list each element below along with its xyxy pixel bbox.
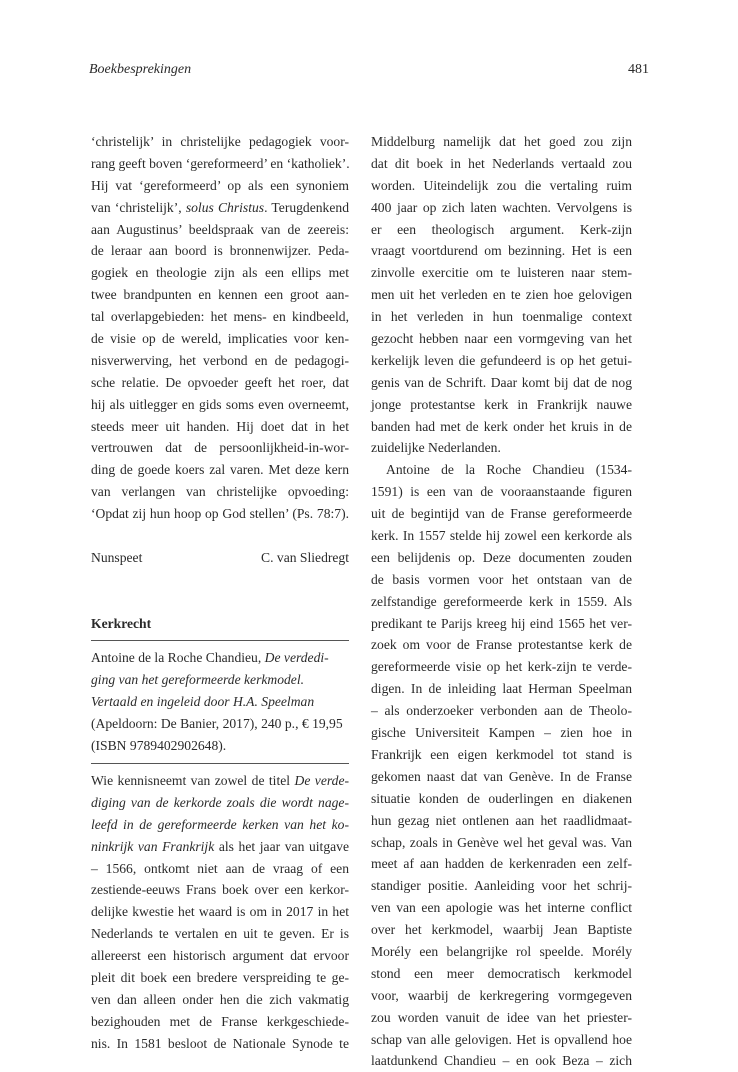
text-line: meet af aan hadden de kerkenraden een zelf- [371, 856, 632, 872]
text-fragment: van ‘christelijk’, [91, 199, 186, 215]
review-ending [91, 131, 349, 525]
text-line: digen. In de inleiding laat Herman Speelman [371, 681, 632, 697]
book-translator: Vertaald en ingeleid door H.A. Speelman [91, 694, 315, 710]
text-line: predikant te Parijs kreeg hij eind 1565 het ver- [371, 615, 632, 631]
text-line: nis. In 1581 besloot de Nationale Synode te [91, 1035, 349, 1051]
text-line: aan Augustinus’ beeldspraak van de zeereis: [91, 221, 349, 237]
text-line: stond een meer democratisch kerkmodel [371, 965, 632, 981]
left-column [91, 131, 349, 1055]
text-line: gezocht hebben naar een vormgeving van het [371, 331, 632, 347]
text-line: bezighouden met de Franse kerkgeschiede- [91, 1013, 349, 1029]
text-line: gogiek en theologie zijn als een ellips met [91, 265, 349, 281]
text-line: zinvolle exercitie om te luisteren naar stem- [371, 265, 632, 281]
page-number: 481 [628, 62, 649, 77]
text-line: ‘Opdat zij hun hoop op God stellen’ (Ps. 78:7). [91, 506, 349, 522]
text-line: worden. Uiteindelijk zou die vertaling ruim [371, 177, 632, 193]
text-line: schap, zoals in Genève wel het geval was. Van [371, 834, 632, 850]
text-line: zuidelijke Nederlanden. [371, 440, 501, 456]
text-line: Hij vat ‘gereformeerd’ op als een synoniem [91, 177, 349, 193]
text-fragment: . Terugdenkend [264, 199, 349, 215]
text-line [91, 647, 349, 669]
review-body [91, 770, 349, 1055]
text-line: nisverwerving, het verbond en de pedagogi- [91, 352, 349, 368]
text-line: hij als uitlegger en gids soms even overneemt, [91, 396, 349, 412]
paragraph [371, 131, 632, 459]
text-line: delijke kwestie het waard is om in 2017 in het [91, 904, 349, 920]
review-signature [91, 547, 349, 569]
blank-line [91, 591, 349, 613]
text-line: men uit het verleden en te zien hoe gelovigen [371, 287, 632, 303]
text-line: diging van de kerkorde zoals die wordt nage- [91, 794, 349, 810]
text-line: een belijdenis op. Deze documenten zouden [371, 549, 632, 565]
text-line: sche relatie. De opvoeder geeft het roer, dat [91, 374, 349, 390]
signature-author: C. van Sliedregt [261, 549, 349, 565]
text-line: – als onderzoeker verbonden aan de Theolo- [371, 703, 632, 719]
text-line: gereformeerde visie op het kerk-zijn te verde- [371, 659, 632, 675]
text-line: vraagt voortdurend om bezinning. Het is een [371, 243, 632, 259]
text-line: pleit dit boek een bredere verspreiding te ge- [91, 969, 349, 985]
text-line: over het kerkmodel, waarbij Jean Baptiste [371, 922, 632, 938]
text-line: schap van alle gelovigen. Het is opvallend hoe [371, 1031, 632, 1047]
text-line: ding de goede koers zal varen. Met deze kern [91, 462, 349, 478]
book-title: De verdedi- [264, 650, 329, 666]
blank-line [91, 569, 349, 591]
text-line: de visie op de wereld, implicaties voor ken- [91, 331, 349, 347]
text-line [91, 836, 349, 858]
text-line: zestiende-eeuws Frans boek over een kerkor- [91, 882, 349, 898]
text-line: gekomen naast dat van Genève. In de Franse [371, 768, 632, 784]
text-line: zou worden vanuit de idee van het priester- [371, 1009, 632, 1025]
text-line [91, 770, 349, 792]
text-fragment: als het jaar van uitgave [214, 838, 349, 854]
text-line: gische Universiteit Kampen – zien hoe in [371, 725, 632, 741]
text-line: uit de begintijd van de Franse gereformeerde [371, 506, 632, 522]
text-line: Middelburg namelijk dat het goed zou zijn [371, 134, 632, 149]
text-line: leefd in de gereformeerde kerken van het ko- [91, 816, 349, 832]
text-line: Frankrijk een eigen kerkmodel tot stand is [371, 746, 632, 762]
signature-place: Nunspeet [91, 549, 143, 565]
emphasis: ninkrijk van Frankrijk [91, 838, 215, 854]
text-line: in het verleden in hun toenmalige context [371, 309, 632, 325]
text-line: laatdunkend Chandieu – en ook Beza – zich [371, 1053, 632, 1069]
emphasis: De verde- [294, 772, 349, 788]
text-line: tal overlapgebieden: het mens- en kindbeeld, [91, 309, 349, 325]
book-isbn: (ISBN 9789402902648). [91, 738, 227, 754]
text-line [91, 197, 349, 219]
text-line: – 1566, ontkomt niet aan de vraag of een [91, 860, 349, 876]
paragraph [371, 459, 632, 1072]
text-line: 1591) is een van de vooraanstaande figuren [371, 484, 632, 500]
text-line: ven dan alleen onder hen die zich vakmatig [91, 991, 349, 1007]
text-line: de basis vormen voor het ontstaan van de [371, 571, 632, 587]
text-line: 400 jaar op zich laten wachten. Vervolgens is [371, 199, 632, 215]
text-line: jonge protestantse kerk in Frankrijk nauwe [371, 396, 632, 412]
text-line: voor, waarbij de kerkregering vormgegeven [371, 987, 632, 1003]
blank-line [91, 525, 349, 547]
text-line: situatie konden de ouderlingen en diakenen [371, 790, 632, 806]
text-fragment: Wie kennisneemt van zowel de titel [91, 772, 295, 788]
text-line: er een theologisch argument. Kerk-zijn [371, 221, 632, 237]
book-title-cont: ging van het gereformeerde kerkmodel. [91, 672, 305, 688]
text-line: zoek om voor de Franse protestantse kerk de [371, 637, 632, 653]
text-line: steeds meer uit handen. Hij doet dat in het [91, 418, 349, 434]
text-line: banden had met de kerk onder het kruis in de [371, 418, 632, 434]
right-column [371, 131, 632, 1072]
text-line: twee brandpunten en kennen een groot aan- [91, 287, 349, 303]
running-head [89, 62, 649, 82]
text-line: Antoine de la Roche Chandieu (1534- [386, 462, 632, 478]
text-line: zelfstandige gereformeerde kerk in 1559. Als [371, 593, 632, 609]
text-line: Morély een belangrijke rol speelde. Morély [371, 943, 632, 959]
text-line: allereerst een historisch argument dat ervoor [91, 948, 349, 964]
running-title: Boekbesprekingen [89, 62, 192, 77]
text-line: dat dit boek in het Nederlands vertaald zou [371, 155, 632, 171]
text-line: Nederlands te vertalen en uit te geven. Er is [91, 926, 349, 942]
text-line: rang geeft boven ‘gereformeerd’ en ‘katholiek’. [91, 155, 350, 171]
text-line: van verlangen van christelijke opvoeding: [91, 484, 349, 500]
text-line: kerkelijk leven die gefundeerd is op het getui- [371, 352, 632, 368]
book-publisher: (Apeldoorn: De Banier, 2017), 240 p., € 19,95 [91, 716, 343, 732]
text-line: ‘christelijk’ in christelijke pedagogiek voor- [91, 134, 349, 149]
text-line: vertrouwen dat de persoonlijkheid-in-wor- [91, 440, 349, 456]
text-line: standiger positie. Aanleiding voor het schrij- [371, 878, 632, 894]
book-reference [91, 647, 349, 756]
text-line: de leraar aan boord is bronnenwijzer. Peda- [91, 243, 349, 259]
section-heading: Kerkrecht [91, 615, 152, 631]
text-line: genis van de Schrift. Daar komt bij dat de nog [371, 374, 632, 390]
emphasis: solus Christus [185, 199, 265, 215]
book-author: Antoine de la Roche Chandieu, [91, 650, 265, 666]
text-line: hun gezag niet ontlenen aan het raadlidmaat- [371, 812, 632, 828]
text-line: kerk. In 1557 stelde hij zowel een kerkorde als [371, 528, 632, 544]
text-line: ven van een apologie was het interne conflict [371, 900, 632, 916]
